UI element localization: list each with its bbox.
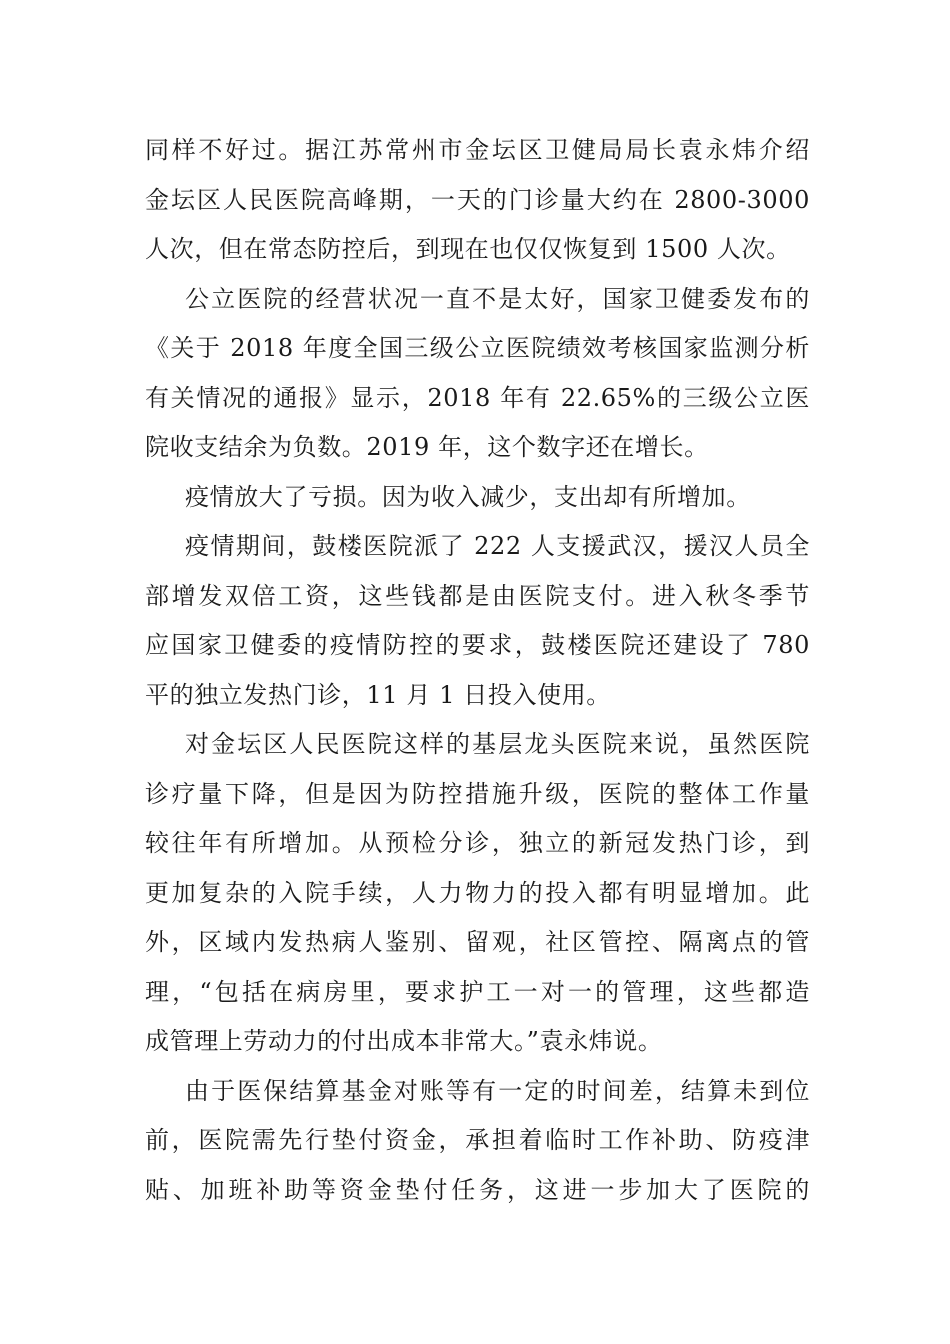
text-line: 平的独立发热门诊，11 月 1 日投入使用。 (145, 680, 611, 709)
text-line: 由于医保结算基金对账等有一定的时间差，结算未到位 (185, 1076, 810, 1105)
text-line: 较往年有所增加。从预检分诊，独立的新冠发热门诊，到 (145, 829, 810, 857)
text-line: 更加复杂的入院手续，人力物力的投入都有明显增加。此 (145, 878, 810, 907)
text-line: 人次，但在常态防控后，到现在也仅仅恢复到 1500 人次。 (145, 235, 791, 263)
text-line: 诊疗量下降，但是因为防控措施升级，医院的整体工作量 (145, 779, 810, 808)
text-line: 应国家卫健委的疫情防控的要求，鼓楼医院还建设了 780 (145, 631, 810, 659)
text-line: 前，医院需先行垫付资金，承担着临时工作补助、防疫津 (145, 1126, 810, 1154)
text-line: 疫情期间，鼓楼医院派了 222 人支援武汉，援汉人员全 (185, 532, 810, 560)
text-line: 理，“包括在病房里，要求护工一对一的管理，这些都造 (145, 977, 810, 1006)
text-line: 金坛区人民医院高峰期，一天的门诊量大约在 2800-3000 (145, 185, 810, 214)
text-line: 贴、加班补助等资金垫付任务，这进一步加大了医院的 (145, 1175, 810, 1204)
text-line: 《关于 2018 年度全国三级公立医院绩效考核国家监测分析 (145, 334, 810, 362)
document-body (145, 126, 810, 1215)
text-line: 成管理上劳动力的付出成本非常大。”袁永炜说。 (145, 1027, 663, 1055)
text-line: 公立医院的经营状况一直不是太好，国家卫健委发布的 (185, 284, 810, 313)
text-line: 院收支结余为负数。2019 年，这个数字还在增长。 (145, 433, 709, 461)
text-line: 外，区域内发热病人鉴别、留观，社区管控、隔离点的管 (145, 928, 810, 956)
text-line: 疫情放大了亏损。因为收入减少，支出却有所增加。 (185, 482, 751, 511)
text-line: 同样不好过。据江苏常州市金坛区卫健局局长袁永炜介绍 (145, 136, 810, 164)
text-line: 部增发双倍工资，这些钱都是由医院支付。进入秋冬季节 (145, 581, 810, 610)
text-line: 有关情况的通报》显示，2018 年有 22.65%的三级公立医 (145, 383, 810, 412)
text-line: 对金坛区人民医院这样的基层龙头医院来说，虽然医院 (185, 730, 810, 758)
